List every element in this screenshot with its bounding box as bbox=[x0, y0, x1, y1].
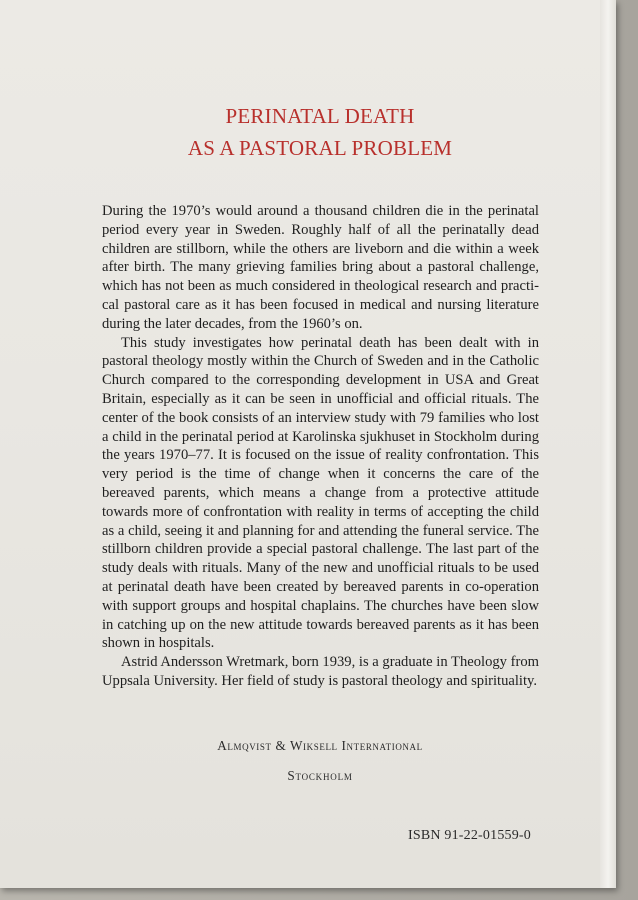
isbn-number: ISBN 91-22-01559-0 bbox=[408, 828, 531, 843]
cover-spine-edge bbox=[600, 0, 616, 888]
author-bio-paragraph: Astrid Andersson Wretmark, born 1939, is a graduate in Theology from Uppsala University. Her field of study is pastoral theology and spirituality. bbox=[102, 654, 539, 689]
blurb bbox=[102, 202, 539, 691]
blurb-paragraph-1: During the 1970’s would around a thousand children die in the perinatal period every year in Sweden. Roughly half of all the perinatally dead children are stillborn, while the others are liveborn and die within a week after birth. The many grieving families bring about a pastoral challenge, which has not been as much considered in theological research and practical pastoral care as it has been focused in medical and nursing literature during the later decades, from the 1960’s on. bbox=[102, 203, 539, 332]
title-line-2: AS A PASTORAL PROBLEM bbox=[187, 136, 453, 160]
book-title bbox=[100, 100, 540, 164]
title-line-1: PERINATAL DEATH bbox=[225, 104, 415, 128]
publisher-city: Stockholm bbox=[287, 768, 353, 783]
blurb-paragraph-2: This study investigates how perinatal death has been dealt with in pastoral theology mostly within the Church of Sweden and in the Catholic Church compared to the corresponding development in USA and Great Britain, especially as it can be seen in unofficial and official rituals. The center of the book consists of an interview study with 79 families who lost a child in the perinatal period at Karolinska sjukhuset in Stockholm during the years 1970–77. It is focused on the issue of reality confrontation. This very period is the time of change when it concerns the care of the bereaved parents, which means a change from a protective attitude towards more of confrontation with reality in terms of accepting the child as a child, seeing it and planning for and attending the funeral service. The stillborn children provide a special pastoral challenge. The last part of the study deals with rituals. Many of the new and unofficial rituals to be used at perinatal death have been created by bereaved parents in co-operation with support groups and hospital chaplains. The churches have been slow in catching up on the new attitude towards bereaved parents as it has been shown in hospitals. bbox=[102, 334, 539, 652]
publisher-name: Almqvist & Wiksell International bbox=[217, 738, 423, 753]
